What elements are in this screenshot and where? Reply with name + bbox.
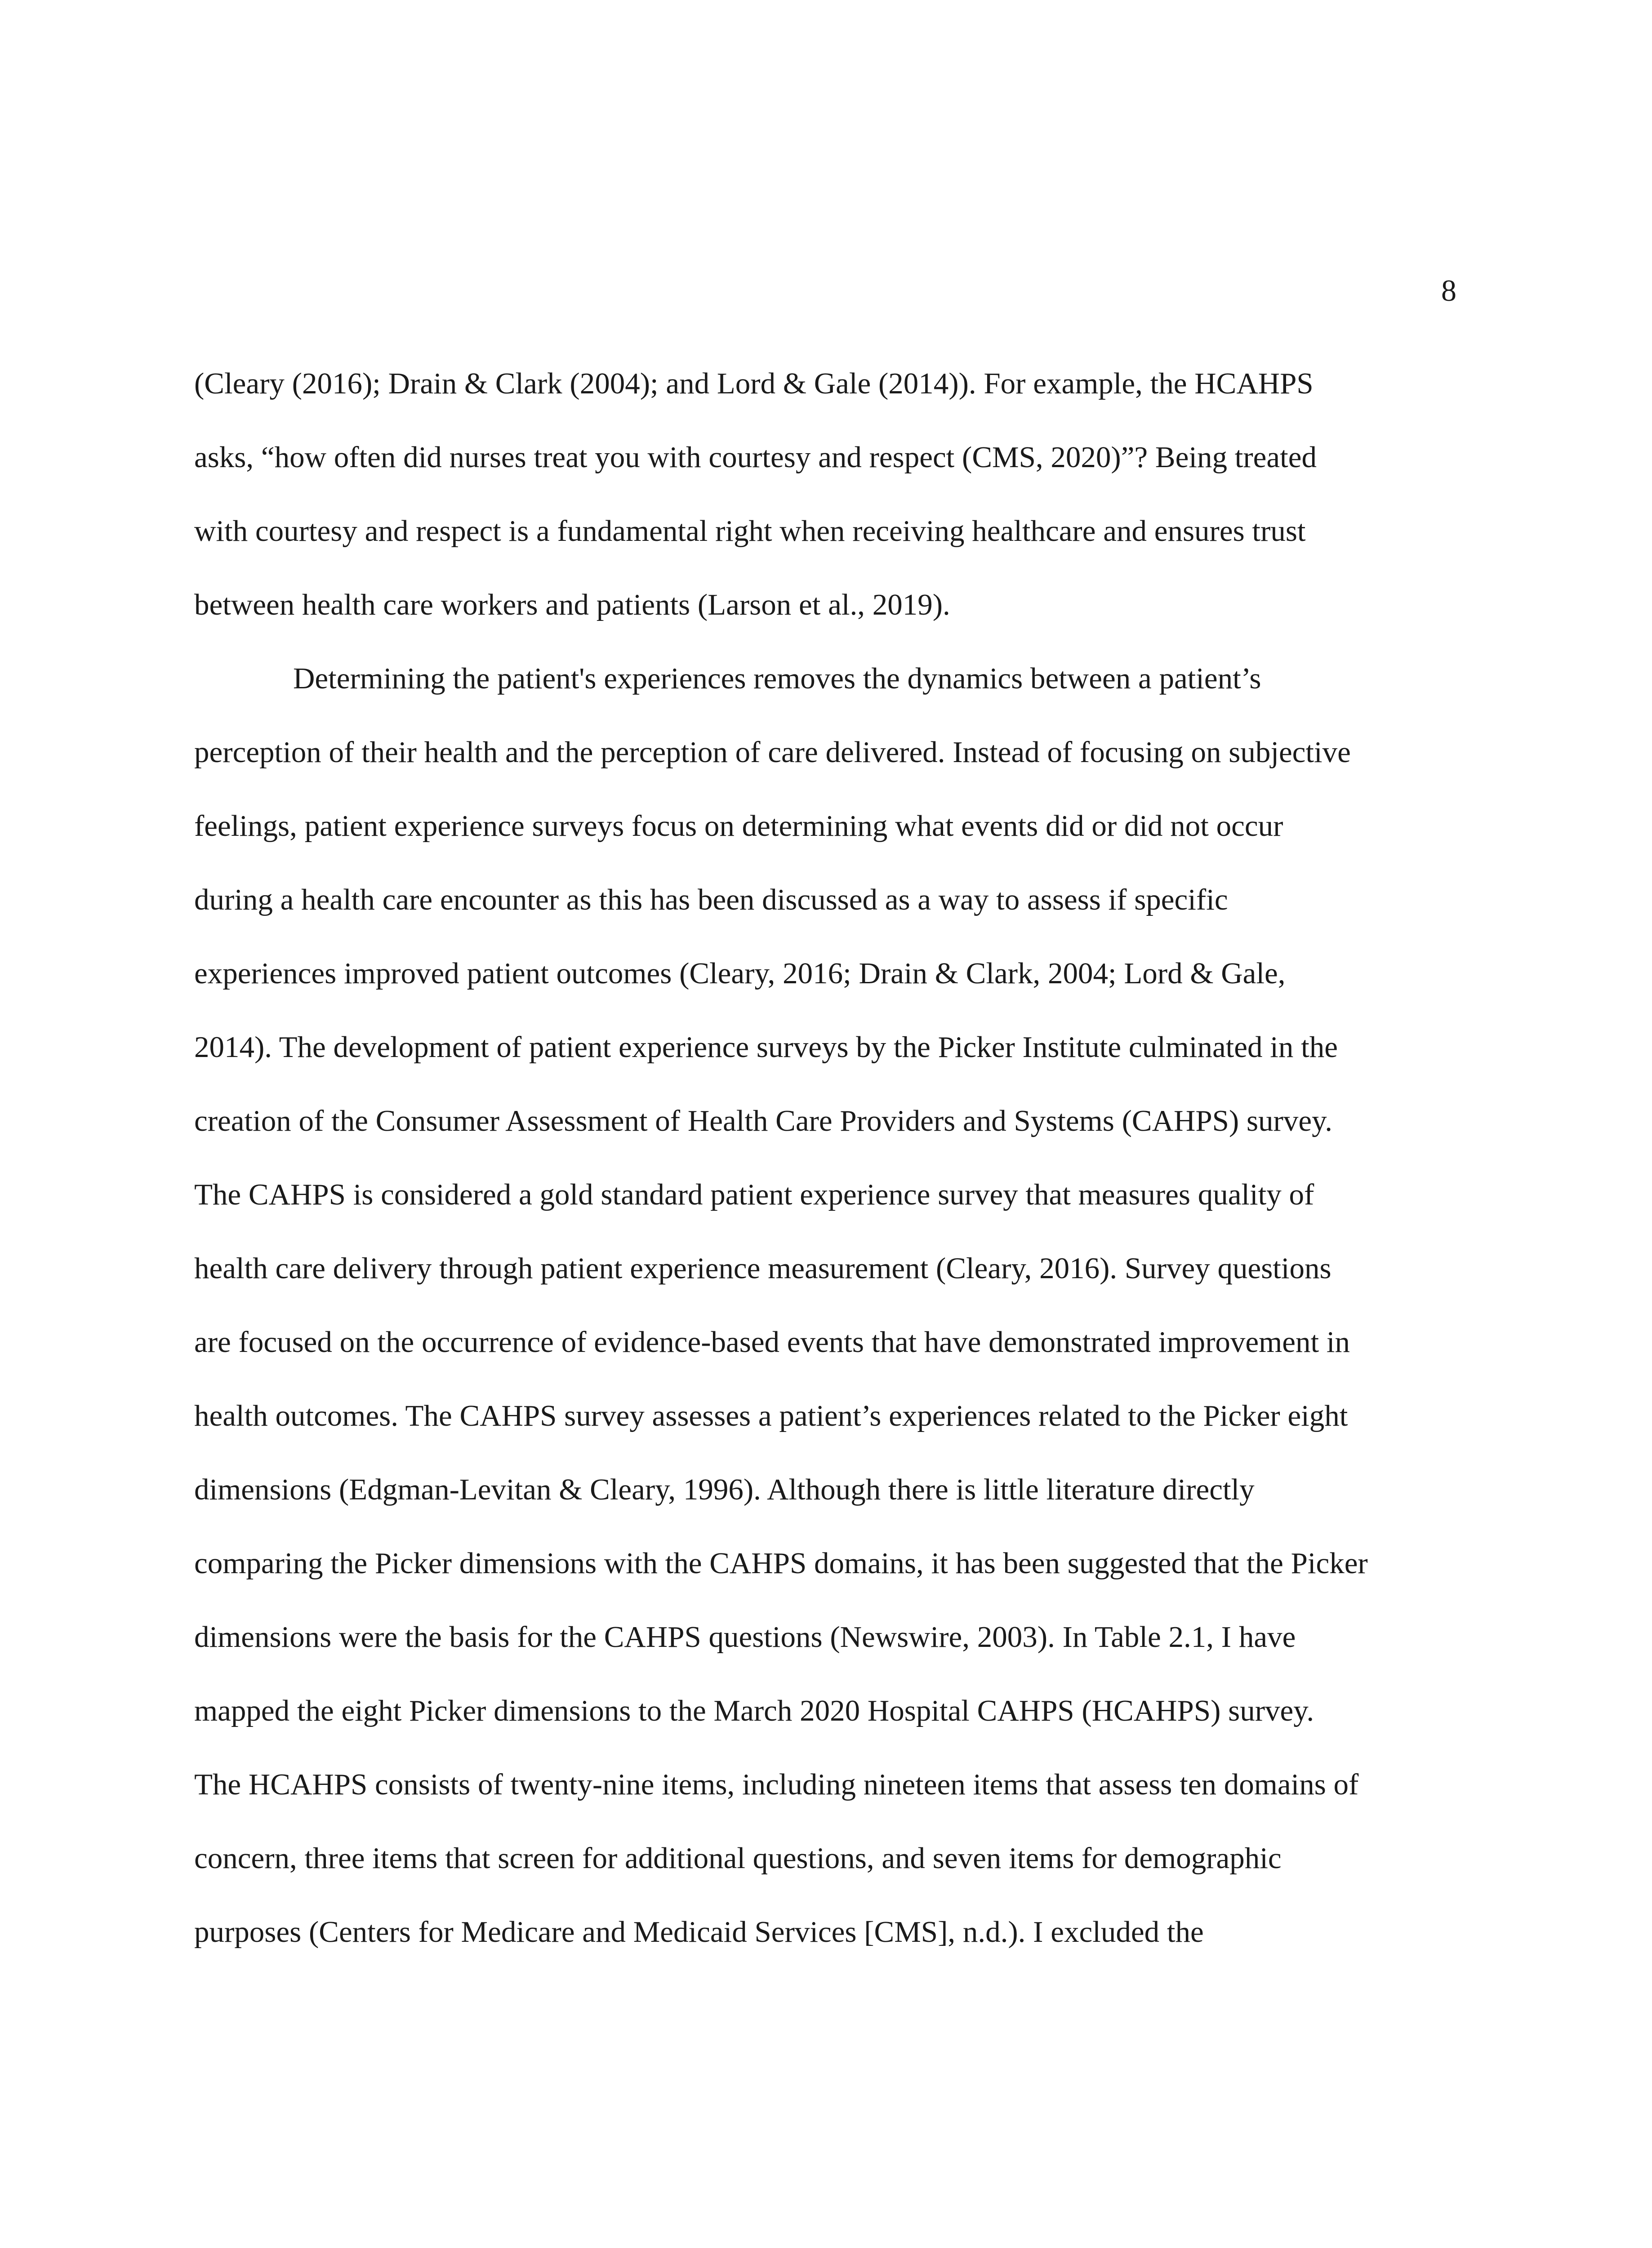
paragraph-line: perception of their health and the perception of care delivered. Instead of focusing on subjective	[194, 736, 1351, 769]
paragraph-line: are focused on the occurrence of evidence-based events that have demonstrated improvement in	[194, 1325, 1350, 1359]
paragraph-line: dimensions (Edgman-Levitan & Cleary, 1996). Although there is little literature directly	[194, 1473, 1255, 1506]
paragraph-line: asks, “how often did nurses treat you with courtesy and respect (CMS, 2020)”? Being treated	[194, 441, 1317, 474]
paragraph-line: during a health care encounter as this has been discussed as a way to assess if specific	[194, 883, 1228, 916]
paragraph-line: comparing the Picker dimensions with the CAHPS domains, it has been suggested that the Picker	[194, 1547, 1368, 1580]
paragraph-line: health care delivery through patient experience measurement (Cleary, 2016). Survey questions	[194, 1252, 1331, 1285]
paragraph-line: 2014). The development of patient experience surveys by the Picker Institute culminated in the	[194, 1030, 1338, 1064]
paragraph-line: The HCAHPS consists of twenty-nine items, including nineteen items that assess ten domains of	[194, 1768, 1359, 1801]
paragraph-2	[194, 660, 1453, 1987]
paragraph-line: experiences improved patient outcomes (Cleary, 2016; Drain & Clark, 2004; Lord & Gale,	[194, 957, 1286, 990]
paragraph-line: feelings, patient experience surveys focus on determining what events did or did not occur	[194, 809, 1283, 843]
paragraph-line: between health care workers and patients (Larson et al., 2019).	[194, 588, 950, 621]
paragraph-line: dimensions were the basis for the CAHPS questions (Newswire, 2003). In Table 2.1, I have	[194, 1620, 1296, 1654]
paragraph-line: Determining the patient's experiences removes the dynamics between a patient’s	[293, 662, 1261, 695]
paragraph-line: The CAHPS is considered a gold standard patient experience survey that measures quality of	[194, 1178, 1314, 1211]
paragraph-line: mapped the eight Picker dimensions to the March 2020 Hospital CAHPS (HCAHPS) survey.	[194, 1694, 1314, 1727]
body-text	[194, 365, 1453, 1987]
paragraph-line: concern, three items that screen for additional questions, and seven items for demographic	[194, 1842, 1282, 1875]
paragraph-line: creation of the Consumer Assessment of Health Care Providers and Systems (CAHPS) survey.	[194, 1104, 1332, 1137]
page-number: 8	[1441, 273, 1456, 308]
paragraph-line: purposes (Centers for Medicare and Medicaid Services [CMS], n.d.). I excluded the	[194, 1915, 1204, 1949]
paragraph-1	[194, 365, 1453, 660]
paragraph-line: with courtesy and respect is a fundamental right when receiving healthcare and ensures trust	[194, 514, 1306, 548]
paragraph-line: (Cleary (2016); Drain & Clark (2004); and Lord & Gale (2014)). For example, the HCAHPS	[194, 367, 1314, 400]
paragraph-line: health outcomes. The CAHPS survey assesses a patient’s experiences related to the Picker eight	[194, 1399, 1348, 1432]
